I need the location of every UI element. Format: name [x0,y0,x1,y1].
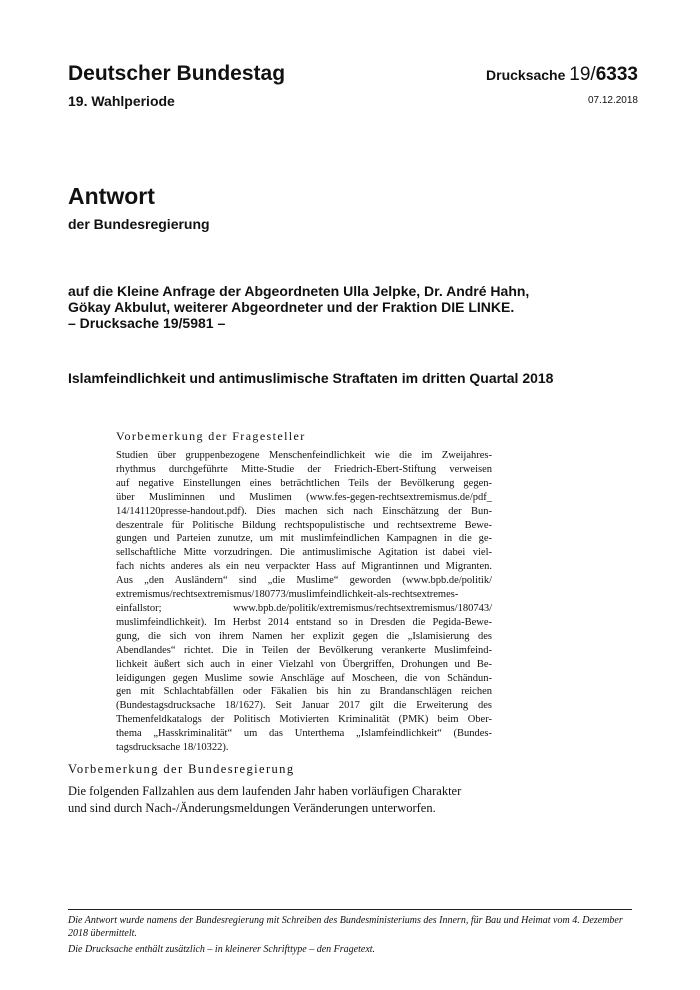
government-preamble-heading: Vorbemerkung der Bundesregierung [68,762,295,776]
preamble-line: leidigungen gegen Muslime sowie Anschläge auf Moscheen, die von Schändun- [116,672,492,684]
document-title: Antwort [68,183,155,209]
topic-title: Islamfeindlichkeit und antimuslimische Straftaten im dritten Quartal 2018 [68,370,554,386]
preamble-line: 14/141120presse-handout.pdf). Dies machen sich nach Einschätzung der Bun- [116,505,492,517]
anfrage-reference [68,283,628,331]
footer-note-transmission: Die Antwort wurde namens der Bundesregierung mit Schreiben des Bundesministeriums des Innern, für Bau und Heimat vom 4. Dezember 2018 übermittelt. [68,915,623,939]
drucksache-number-prefix: 19/ [569,64,596,85]
preamble-line: extremismus/rechtsextremismus/180773/muslimfeindlichkeit-als-rechtsextremes- [116,589,459,601]
preamble-line: deszentrale für Politische Bildung rechtspopulistische und rechtsextreme Bewe- [116,519,492,531]
preamble-line: lichkeit äußert sich auch in einer Vielzahl von Übergriffen, Drohungen und Be- [116,658,492,670]
preamble-line: Studien über gruppenbezogene Menschenfeindlichkeit wie die im Zweijahres- [116,450,492,461]
preamble-line: Aus „den Ausländern“ sind „die Muslime“ geworden (www.bpb.de/politik/ [116,575,492,587]
preamble-line: gungen und Parteien zunutze, um mit muslimfeindlichen Kampagnen in die ge- [116,533,492,545]
government-preamble-line: und sind durch Nach-/Änderungsmeldungen Veränderungen unterworfen. [68,801,436,815]
preamble-line: rhythmus durchgeführte Mitte-Studie der Friedrich-Ebert-Stiftung verweisen [116,463,492,475]
drucksache-number [486,64,638,86]
legislative-period: 19. Wahlperiode [68,93,175,109]
preamble-line: (Bundestagsdrucksache 18/1627). Seit Januar 2017 gilt die Erweiterung des [116,700,492,712]
preamble-line: gen mit Schlachtabfällen oder Fäkalien bis hin zu Brandanschlägen reichen [116,686,492,698]
drucksache-label: Drucksache [486,67,566,83]
preamble-line: gung, die sich von ihrem Namen her explizit gegen die „Islamisierung des [116,630,492,642]
preamble-line: Abendlandes“ richtet. Die in Teilen der Bevölkerung verankerte Muslimfeind- [116,644,492,656]
preamble-line: fach nichts anderes als ein neu verpackter Hass auf Migrantinnen und Migranten. [116,561,492,573]
preamble-line: tagsdrucksache 18/10322). [116,742,229,754]
preamble-line: einfallstor; www.bpb.de/politik/extremismus/rechtsextremismus/180743/ [116,602,492,614]
government-preamble-line: Die folgenden Fallzahlen aus dem laufenden Jahr haben vorläufigen Charakter [68,784,462,798]
footer-divider [68,909,632,910]
institution-name: Deutscher Bundestag [68,62,286,85]
questioner-preamble-heading: Vorbemerkung der Fragesteller [116,429,306,443]
preamble-line: sellschaftliche Mitte vorzudringen. Die antimuslimische Agitation ist dabei viel- [116,547,492,559]
anfrage-line: Gökay Akbulut, weiterer Abgeordneter und der Fraktion DIE LINKE. [68,299,515,315]
preamble-line: muslimfeindlichkeit). Im Herbst 2014 entstand so in Dresden die Pegida-Bewe- [116,616,492,628]
anfrage-line: – Drucksache 19/5981 – [68,315,226,331]
document-subtitle: der Bundesregierung [68,216,210,232]
government-preamble-body [68,783,508,817]
footer-note-fragetext: Die Drucksache enthält zusätzlich – in kleinerer Schrifttype – den Fragetext. [68,944,376,955]
anfrage-line: auf die Kleine Anfrage der Abgeordneten Ulla Jelpke, Dr. André Hahn, [68,283,530,299]
document-date: 07.12.2018 [587,95,638,106]
preamble-line: auf negative Einstellungen eines beträchtlichen Teils der Bevölkerung gegen- [116,477,492,489]
drucksache-number-value: 6333 [595,64,638,85]
questioner-preamble-body [116,449,492,755]
preamble-line: über Musliminnen und Muslimen (www.fes-gegen-rechtsextremismus.de/pdf_ [116,491,492,503]
preamble-line: thema „Hasskriminalität“ um das Unterthema „Islamfeindlichkeit“ (Bundes- [116,728,492,740]
preamble-line: Themenfeldkatalogs der Politisch Motivierten Kriminalität (PMK) beim Ober- [116,714,492,726]
